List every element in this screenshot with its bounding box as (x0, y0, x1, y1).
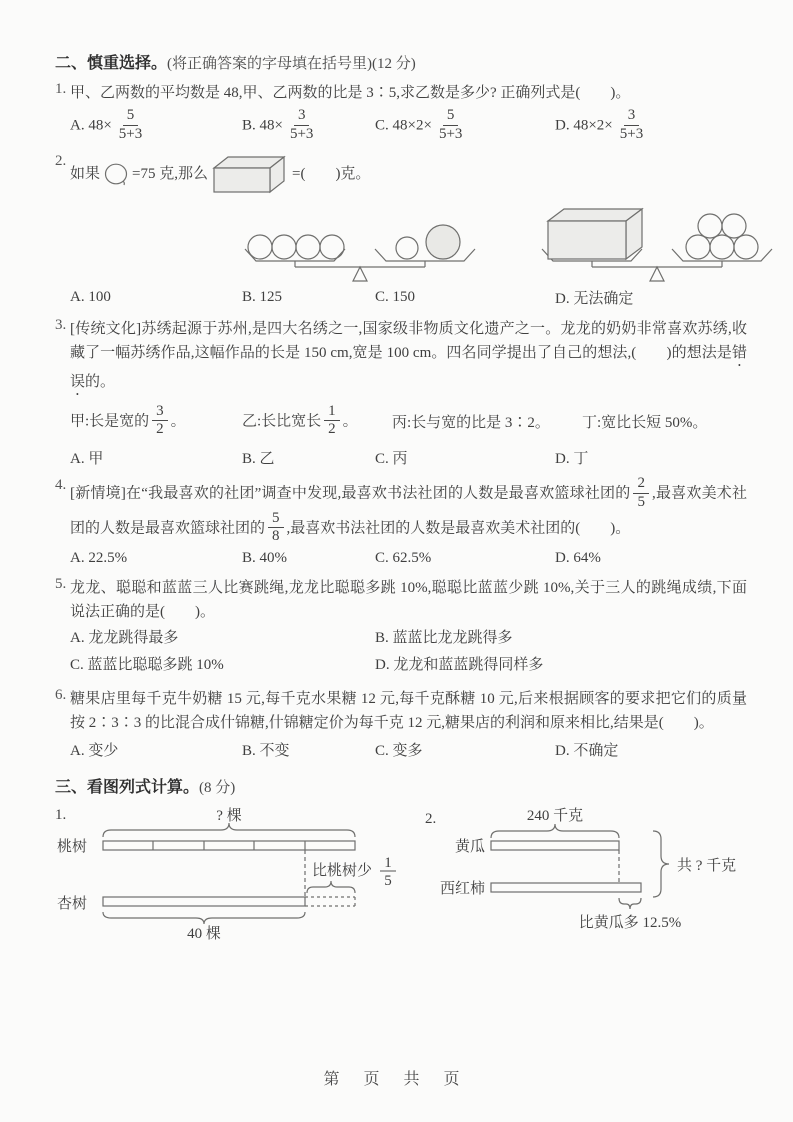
question-3-option-a: A. 甲 (70, 451, 104, 467)
question-2-option-c: C. 150 (375, 288, 416, 305)
small-ball-icon (320, 235, 344, 259)
question-1-option-c (375, 109, 555, 144)
small-ball-icon (396, 237, 418, 259)
question-2-number: 2. (55, 152, 67, 169)
small-ball-icon (698, 214, 722, 238)
question-5-text: 龙龙、聪聪和蓝蓝三人比赛跳绳,龙龙比聪聪多跳 10%,聪聪比蓝蓝少跳 10%,关于三人的跳绳成绩,下面说法正确的是( )。 (70, 580, 747, 620)
question-1 (55, 81, 747, 144)
fulcrum-icon (650, 267, 664, 281)
statement-ding: 丁:宽比长短 50%。 (582, 415, 708, 432)
question-2-text-pre: 如果 (70, 165, 101, 182)
question-4-number: 4. (55, 477, 67, 493)
question-1-text: 甲、乙两数的平均数是 48,甲、乙两数的比是 3∶5,求乙数是多少? 正确列式是( )。 (70, 85, 631, 101)
ball-weight-icon (103, 162, 129, 186)
diagram-1-bottom-label: 40 棵 (187, 926, 221, 942)
question-5-number: 5. (55, 576, 67, 592)
section-2-title: 二、慎重选择。 (55, 55, 168, 72)
question-1-option-b (242, 109, 375, 144)
question-5-option-c: C. 蓝蓝比聪聪多跳 10% (70, 657, 224, 673)
fraction: $\frac{5}{5+3}$ (438, 107, 463, 142)
tomato-bar (491, 883, 641, 892)
small-ball-icon (248, 235, 272, 259)
question-3-number: 3. (55, 316, 67, 333)
question-4-option-d: D. 64% (555, 550, 601, 566)
option-a-prefix: A. 48× (70, 117, 112, 134)
question-2-option-d: D. 无法确定 (555, 290, 634, 307)
question-6-option-a: A. 变少 (70, 743, 119, 759)
diagram-1-row-1-label: 桃树 (57, 839, 88, 855)
statement-bing: 丙:长与宽的比是 3∶2。 (392, 415, 550, 432)
question-3-option-b: B. 乙 (242, 451, 275, 467)
section-2-heading (55, 50, 747, 73)
question-2-text-mid: =75 克,那么 (132, 165, 208, 182)
bar-diagram-peach-apricot (55, 805, 420, 941)
section-2-note: (将正确答案的字母填在括号里)(12 分) (167, 56, 416, 72)
balance-scales-illustration (230, 197, 780, 283)
page-footer: 第 页 共 页 (323, 1071, 470, 1088)
small-ball-icon (272, 235, 296, 259)
question-5 (55, 576, 747, 678)
fraction: $\frac{2}{5}$ (633, 476, 649, 511)
section-3-diagrams (55, 805, 747, 941)
question-6 (55, 687, 747, 760)
question-2-text (70, 153, 780, 195)
small-ball-icon (722, 214, 746, 238)
worksheet-content (55, 50, 747, 941)
question-6-number: 6. (55, 687, 67, 703)
fraction: $\frac{3}{5+3}$ (619, 107, 644, 142)
over-brace (103, 823, 355, 837)
question-3-text (70, 317, 747, 399)
question-6-options (70, 739, 747, 760)
under-brace (103, 912, 305, 924)
question-3-option-c: C. 丙 (375, 451, 408, 467)
box-weight-icon (211, 153, 289, 195)
question-6-option-d: D. 不确定 (555, 743, 619, 759)
question-4-options (70, 550, 747, 567)
question-6-option-b: B. 不变 (242, 743, 290, 759)
question-3-statements (70, 402, 747, 440)
question-1-number: 1. (55, 81, 67, 97)
cucumber-bar (491, 841, 619, 850)
fraction: $\frac{5}{8}$ (268, 511, 284, 546)
diagram-1-number: 1. (55, 807, 67, 823)
fraction: $\frac{3}{5+3}$ (289, 107, 314, 142)
balance-scale-left (245, 225, 475, 281)
balance-scale-right (542, 209, 772, 281)
question-2-option-a: A. 100 (70, 288, 111, 305)
small-ball-icon (734, 235, 758, 259)
question-2-text-post: =( )克。 (291, 165, 371, 182)
peach-bar (103, 841, 355, 850)
diagram-2-top-label: 240 千克 (526, 808, 584, 824)
question-2-option-b: B. 125 (242, 288, 283, 305)
apricot-bar (103, 897, 305, 906)
fraction: $\frac{1}{2}$ (324, 404, 340, 439)
dashed-bar-extension (305, 897, 355, 906)
statement-yi: 乙:长比宽长 $\frac{1}{2}$ 。 (242, 402, 358, 438)
fraction: $\frac{3}{2}$ (152, 404, 168, 439)
big-right-brace (653, 831, 669, 897)
small-ball-icon (686, 235, 710, 259)
section-3-note: (8 分) (199, 780, 236, 796)
question-6-text: 糖果店里每千克牛奶糖 15 元,每千克水果糖 12 元,每千克酥糖 10 元,后来根据顾客的要求把它们的质量按 2∶3∶3 的比混合成什锦糖,什锦糖定价为每千克 12 元,糖果店的利润和原来相比,结果是( )。 (70, 691, 747, 731)
question-1-option-a (70, 109, 242, 144)
fraction: $\frac{5}{5+3}$ (118, 107, 143, 142)
small-ball-icon (710, 235, 734, 259)
question-4-text: [新情境]在“我最喜欢的社团”调查中发现,最喜欢书法社团的人数是最喜欢篮球社团的 $\frac{2}{5}$ ,最喜欢美术社团的人数是最喜欢篮球社团的 $\frac{5}{8}$ ,最喜欢书法社团的人数是最喜欢美术社团的( )。 (70, 475, 747, 545)
question-3 (55, 317, 747, 469)
question-5-options-row-2 (70, 653, 747, 678)
question-2 (55, 153, 747, 308)
small-ball-icon (296, 235, 320, 259)
question-1-options (70, 109, 747, 144)
question-5-option-d: D. 龙龙和蓝蓝跳得同样多 (375, 657, 544, 673)
fulcrum-icon (353, 267, 367, 281)
section-3-title: 三、看图列式计算。 (55, 779, 200, 796)
diagram-2-number: 2. (425, 811, 437, 827)
diagram-1-row-2-label: 杏树 (57, 896, 88, 912)
diagram-1-side-label: 比桃树少 (312, 863, 373, 879)
diagram-1-top-label: ? 棵 (216, 808, 242, 824)
statement-jia: 甲:长是宽的 $\frac{3}{2}$ 。 (70, 402, 186, 438)
question-3-option-d: D. 丁 (555, 451, 589, 467)
bar-diagram-cucumber-tomato (425, 805, 785, 935)
side-fraction-numerator: 1 (384, 855, 392, 871)
question-3-text-main: [传统文化]苏绣起源于苏州,是四大名绣之一,国家级非物质文化遗产之一。龙龙的奶奶非常喜欢苏绣,收藏了一幅苏绣作品,这幅作品的长是 150 cm,宽是 100 cm。四名同学提出了自己的想法,( )的想法是 (70, 320, 747, 361)
option-c-prefix: C. 48×2× (375, 117, 432, 134)
question-5-option-a: A. 龙龙跳得最多 (70, 630, 179, 646)
question-4-option-b: B. 40% (242, 550, 287, 566)
question-4-option-c: C. 62.5% (375, 550, 432, 566)
question-4 (55, 477, 747, 567)
option-b-prefix: B. 48× (242, 117, 283, 134)
big-ball-icon (426, 225, 460, 259)
question-3-emphasized-word: 错误 (70, 344, 747, 390)
question-5-option-b: B. 蓝蓝比龙龙跳得多 (375, 630, 513, 646)
question-2-options (70, 287, 780, 308)
question-1-option-d (555, 109, 747, 144)
diagram-2-row-1-label: 黄瓜 (455, 839, 486, 855)
diagram-2-right-label: 共 ? 千克 (677, 858, 737, 874)
over-brace (491, 824, 619, 838)
section-3-heading (55, 774, 747, 797)
small-under-brace (619, 898, 641, 909)
small-over-brace (307, 881, 355, 893)
bar-ticks (153, 841, 305, 850)
option-d-prefix: D. 48×2× (555, 117, 613, 134)
question-4-option-a: A. 22.5% (70, 550, 128, 566)
question-6-option-c: C. 变多 (375, 743, 423, 759)
side-fraction-denominator: 5 (384, 873, 392, 889)
question-3-options (70, 447, 747, 468)
diagram-2-bottom-label: 比黄瓜多 12.5% (578, 915, 682, 931)
question-5-options-row-1 (70, 626, 747, 651)
question-3-text-tail: 的。 (85, 373, 116, 390)
diagram-2-row-2-label: 西红柿 (440, 881, 486, 897)
